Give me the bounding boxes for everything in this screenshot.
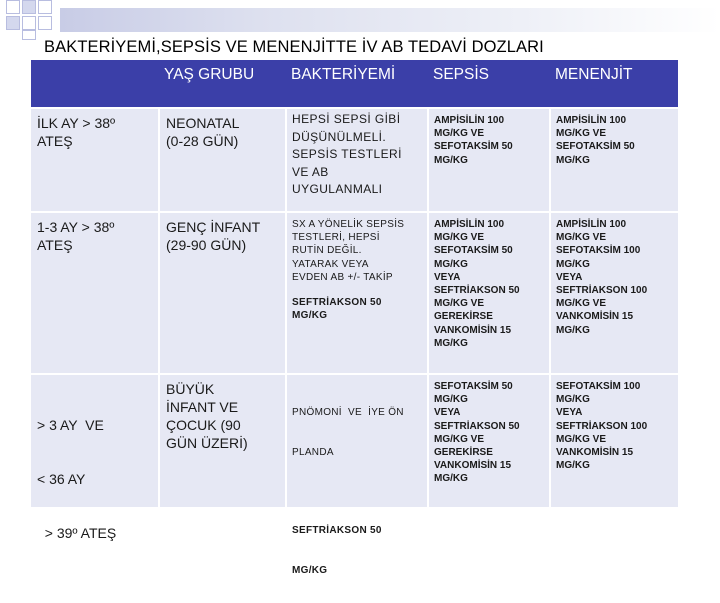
table-row-1-age-group bbox=[160, 109, 285, 211]
text-line: GEREKİRSE bbox=[434, 447, 493, 459]
deco-square bbox=[22, 16, 36, 30]
text-line: AMPİSİLİN 100 bbox=[434, 219, 505, 230]
table-row-2-bacteremia bbox=[287, 213, 427, 373]
text-line: PLANDA bbox=[292, 447, 334, 459]
text-line: İNFANT VE bbox=[166, 399, 239, 415]
table-row-1-meningitis bbox=[551, 109, 678, 211]
text-line: MG/KG VE bbox=[434, 128, 485, 140]
deco-square bbox=[6, 0, 20, 14]
text-line: SEFOTAKSİM 50 bbox=[434, 381, 513, 392]
text-line: VANKOMİSİN 15 bbox=[434, 460, 512, 472]
header-cell-sepsis: SEPSİS bbox=[433, 66, 489, 83]
dosage-table bbox=[31, 60, 678, 576]
text-line: VANKOMİSİN 15 bbox=[434, 324, 512, 336]
table-row-2-sepsis bbox=[429, 213, 549, 373]
text-line: MG/KG bbox=[434, 473, 468, 485]
text-line: PNÖMONİ VE İYE ÖN bbox=[292, 407, 404, 419]
deco-square bbox=[22, 30, 36, 40]
text-line: HEPSİ SEPSİ GİBİ bbox=[292, 112, 401, 126]
text-line: MG/KG bbox=[292, 564, 328, 576]
table-row-2-meningitis bbox=[551, 213, 678, 373]
text-line: NEONATAL bbox=[166, 115, 240, 131]
text-line: SEFOTAKSİM 100 bbox=[556, 245, 641, 257]
text-line: 1-3 AY > 38º bbox=[37, 219, 115, 235]
text-line: VANKOMİSİN 15 bbox=[556, 447, 634, 459]
decorative-header-bar bbox=[0, 0, 720, 40]
slide-title: BAKTERİYEMİ,SEPSİS VE MENENJİTTE İV AB TEDAVİ DOZLARI bbox=[44, 38, 544, 56]
text-line: SX A YÖNELİK SEPSİS bbox=[292, 219, 405, 230]
text-line: < 36 AY bbox=[37, 471, 86, 487]
text-line: MG/KG bbox=[556, 154, 590, 166]
gradient-bar bbox=[60, 8, 720, 32]
text-line: MG/KG VE bbox=[556, 232, 607, 244]
text-line: MG/KG VE bbox=[434, 298, 485, 310]
text-line: MG/KG VE bbox=[556, 298, 607, 310]
text-line: TESTLERİ, HEPSİ bbox=[292, 232, 380, 244]
text-line: SEFTRİAKSON 50 bbox=[292, 297, 382, 309]
table-row-3-meningitis bbox=[551, 375, 678, 507]
text-line: DÜŞÜNÜLMELİ. bbox=[292, 129, 387, 144]
table-row-2-age-group bbox=[160, 213, 285, 373]
table-row-3-bacteremia bbox=[287, 375, 427, 576]
spacer bbox=[292, 486, 422, 498]
text-line: SEFOTAKSİM 100 bbox=[556, 381, 641, 392]
table-row-3-age-group bbox=[160, 375, 285, 507]
text-line: SEFTRİAKSON 100 bbox=[556, 285, 648, 297]
text-line: SEFTRİAKSON 50 bbox=[434, 420, 520, 432]
text-line: BÜYÜK bbox=[166, 381, 215, 397]
table-row-1-bacteremia bbox=[287, 109, 427, 211]
text-line: MG/KG bbox=[434, 154, 468, 166]
text-line: SEFOTAKSİM 50 bbox=[556, 141, 635, 153]
text-line: VE AB bbox=[292, 164, 329, 179]
text-line: SEFOTAKSİM 50 bbox=[434, 141, 513, 153]
text-line: MG/KG bbox=[434, 337, 468, 349]
text-line: MG/KG VE bbox=[556, 433, 607, 445]
text-line: MG/KG bbox=[556, 324, 590, 336]
text-line: ATEŞ bbox=[37, 133, 73, 149]
deco-square bbox=[22, 0, 36, 14]
text-line: MG/KG bbox=[556, 394, 590, 406]
text-line: VANKOMİSİN 15 bbox=[556, 311, 634, 323]
text-line: YATARAK VEYA bbox=[292, 258, 369, 270]
text-line: SEFTRİAKSON 50 bbox=[292, 525, 382, 537]
table-row-3-sepsis bbox=[429, 375, 549, 507]
header-cell-bacteremia: BAKTERİYEMİ bbox=[291, 66, 396, 83]
text-line: GENÇ İNFANT bbox=[166, 219, 261, 235]
text-line: ÇOCUK (90 bbox=[166, 417, 241, 433]
table-header-row bbox=[31, 60, 678, 107]
text-line: SEPSİS TESTLERİ bbox=[292, 147, 402, 161]
text-line: AMPİSİLİN 100 bbox=[434, 115, 505, 126]
table-row-1-condition bbox=[31, 109, 158, 211]
text-line: MG/KG bbox=[556, 258, 590, 270]
deco-square bbox=[6, 16, 20, 30]
text-line: > 39º ATEŞ bbox=[37, 525, 117, 541]
text-line: EVDEN AB +/- TAKİP bbox=[292, 271, 393, 283]
text-line: MG/KG bbox=[292, 310, 328, 322]
table-row-2-condition bbox=[31, 213, 158, 373]
text-line: MG/KG bbox=[556, 460, 590, 472]
text-line: VEYA bbox=[556, 271, 583, 283]
table-row-3-condition bbox=[31, 375, 158, 541]
text-line: RUTİN DEĞİL. bbox=[292, 245, 362, 257]
text-line: İLK AY > 38º bbox=[37, 115, 116, 131]
text-line: > 3 AY VE bbox=[37, 417, 104, 433]
text-line: SEFTRİAKSON 100 bbox=[556, 420, 648, 432]
text-line: VEYA bbox=[434, 407, 461, 419]
text-line: AMPİSİLİN 100 bbox=[556, 219, 627, 230]
text-line: ATEŞ bbox=[37, 237, 73, 253]
header-cell-age-group: YAŞ GRUBU bbox=[164, 66, 255, 83]
text-line: GEREKİRSE bbox=[434, 311, 493, 323]
header-cell-meningitis: MENENJİT bbox=[555, 66, 633, 83]
deco-square bbox=[38, 0, 52, 14]
text-line: SEFTRİAKSON 50 bbox=[434, 285, 520, 297]
text-line: MG/KG bbox=[434, 394, 468, 406]
deco-square bbox=[38, 16, 52, 30]
text-line: AMPİSİLİN 100 bbox=[556, 115, 627, 126]
text-line: MG/KG VE bbox=[434, 232, 485, 244]
text-line: VEYA bbox=[556, 407, 583, 419]
text-line: MG/KG bbox=[434, 258, 468, 270]
text-line: (0-28 GÜN) bbox=[166, 133, 239, 149]
text-line: (29-90 GÜN) bbox=[166, 237, 247, 253]
text-line: MG/KG VE bbox=[556, 128, 607, 140]
header-cell-empty bbox=[31, 60, 158, 107]
text-line: UYGULANMALI bbox=[292, 182, 383, 196]
text-line: SEFOTAKSİM 50 bbox=[434, 245, 513, 257]
text-line: MG/KG VE bbox=[434, 433, 485, 445]
text-line: GÜN ÜZERİ) bbox=[166, 435, 248, 451]
spacer bbox=[292, 284, 422, 296]
text-line: VEYA bbox=[434, 271, 461, 283]
table-row-1-sepsis bbox=[429, 109, 549, 211]
